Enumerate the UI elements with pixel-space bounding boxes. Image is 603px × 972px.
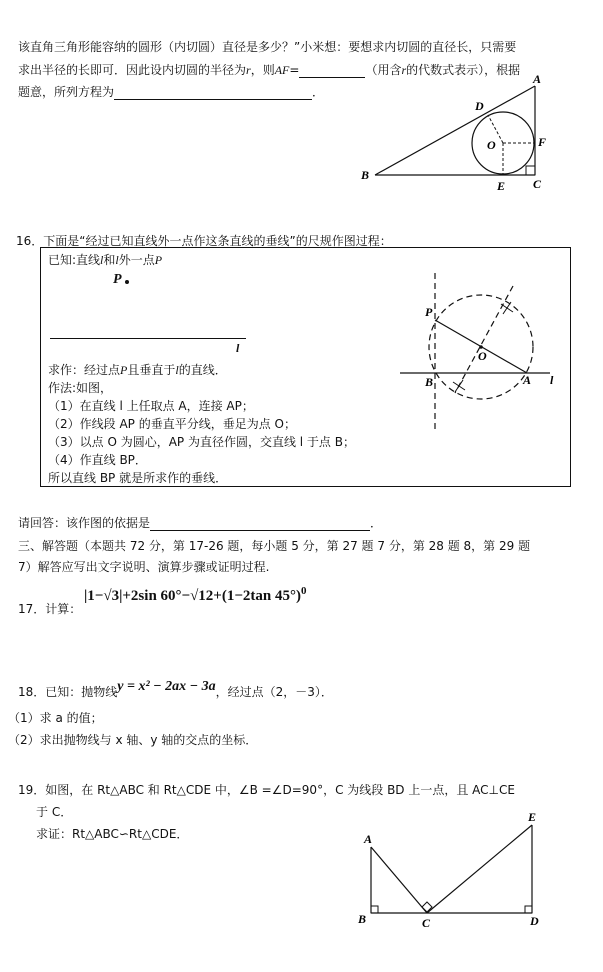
q18-equation: y = x² − 2ax − 3a bbox=[117, 679, 216, 694]
label-c: C bbox=[533, 177, 542, 191]
label-p: P bbox=[425, 305, 433, 319]
q16-title: 16．下面是“经过已知直线外一点作这条直线的垂线”的尺规作图过程： bbox=[16, 234, 392, 248]
q19-triangles-figure bbox=[352, 805, 552, 940]
q18-stem bbox=[18, 679, 333, 701]
segment-ac bbox=[371, 847, 427, 913]
q15-line3-b: ． bbox=[312, 85, 325, 99]
q16-find-p: P bbox=[120, 363, 128, 377]
q16-find-b: 且垂直于 bbox=[127, 363, 176, 377]
q15-var-r2: r bbox=[401, 63, 407, 77]
q15-answer-blank-2[interactable] bbox=[114, 87, 312, 100]
label-d: D bbox=[475, 99, 484, 113]
q16-known-l: l bbox=[100, 253, 104, 267]
q19-line1: 19．如图，在 Rt△ABC 和 Rt△CDE 中，∠B =∠D=90°，C 为线段 BD 上一点，且 AC⊥CE bbox=[18, 783, 515, 797]
q16-basis-b: ． bbox=[370, 516, 383, 530]
q16-step1: （1）在直线 l 上任取点 A，连接 AP； bbox=[48, 399, 254, 413]
q15-line2-c: = bbox=[289, 63, 300, 77]
q17-expression-main: |1−√3|+2sin 60°−√12+(1−2tan 45°) bbox=[84, 588, 301, 604]
q18-part2: （2）求出抛物线与 x 轴、y 轴的交点的坐标． bbox=[8, 733, 258, 747]
side-ab bbox=[375, 86, 535, 175]
segment-ce bbox=[427, 825, 532, 913]
label-a: A bbox=[523, 373, 532, 387]
q15-triangle-figure bbox=[355, 68, 555, 193]
right-angle-c bbox=[526, 166, 535, 175]
q15-line3-a: 题意，所列方程为 bbox=[18, 85, 115, 99]
label-e: E bbox=[497, 179, 506, 193]
q16-known-b: 和 bbox=[103, 253, 116, 267]
q15-line2-b: ，则 bbox=[250, 63, 275, 77]
label-a: A bbox=[533, 72, 542, 86]
q15-line2-d: （用含 bbox=[365, 63, 402, 77]
q15-line2-a: 求出半径的长即可．因此设内切圆的半径为 bbox=[18, 63, 247, 77]
q16-known-p: P bbox=[154, 253, 163, 267]
q15-line2-f: 的代数式表示），根据 bbox=[406, 63, 521, 77]
label-a: A bbox=[364, 832, 373, 846]
label-f: F bbox=[538, 135, 547, 149]
q18-after: ，经过点（2，－3）． bbox=[215, 685, 333, 699]
q16-point-p-dot bbox=[125, 280, 129, 284]
q18-part1: （1）求 a 的值； bbox=[8, 711, 103, 725]
q15-line1: 该直角三角形能容纳的圆形（内切圆）直径是多少？”小米想：要想求内切圆的直径长，只需要 bbox=[18, 40, 517, 54]
q15-line3 bbox=[18, 83, 324, 100]
q17-label: 17．计算： bbox=[18, 602, 82, 616]
label-e: E bbox=[528, 810, 537, 824]
label-c: C bbox=[422, 916, 431, 930]
q17-expression-exponent: 0 bbox=[300, 585, 307, 597]
q16-basis-a: 请回答：该作图的依据是 bbox=[18, 516, 151, 530]
q19-line3: 求证：Rt△ABC∽Rt△CDE． bbox=[36, 827, 189, 841]
q16-conclusion: 所以直线 BP 就是所求作的垂线． bbox=[48, 471, 228, 485]
label-o: O bbox=[478, 349, 487, 363]
label-b: B bbox=[425, 375, 434, 389]
q16-given-line-l-label: l bbox=[236, 341, 240, 355]
arc-mark-bottom bbox=[453, 380, 465, 392]
label-b: B bbox=[358, 912, 367, 926]
q16-known bbox=[48, 251, 162, 268]
section3-line1: 三、解答题（本题共 72 分，第 17-26 题，每小题 5 分，第 27 题 7 分，第 28 题 8，第 29 题 bbox=[18, 539, 531, 553]
q16-step3: （3）以点 O 为圆心，AP 为直径作圆，交直线 l 于点 B； bbox=[48, 435, 355, 449]
right-angle-b bbox=[371, 906, 378, 913]
q17-expression bbox=[84, 585, 306, 605]
q16-known-l2: l bbox=[115, 253, 119, 267]
q16-known-c: 外一点 bbox=[118, 253, 155, 267]
label-d: D bbox=[530, 914, 539, 928]
right-angle-d bbox=[525, 906, 532, 913]
q16-find-a: 求作：经过点 bbox=[48, 363, 121, 377]
perpendicular-bisector bbox=[455, 286, 513, 393]
q16-find bbox=[48, 361, 227, 378]
q16-step2: （2）作线段 AP 的垂直平分线，垂足为点 O； bbox=[48, 417, 296, 431]
q15-af: AF bbox=[274, 63, 290, 77]
q16-basis-blank[interactable] bbox=[150, 518, 370, 531]
q16-point-p-label: P bbox=[113, 272, 122, 287]
q16-given-line-l bbox=[50, 338, 246, 339]
section3-line2: 7）解答应写出文字说明、演算步骤或证明过程. bbox=[18, 560, 270, 574]
label-o: O bbox=[487, 138, 496, 152]
q16-step4: （4）作直线 BP． bbox=[48, 453, 147, 467]
q18-label: 18．已知：抛物线 bbox=[18, 685, 118, 699]
q16-find-c: 的直线． bbox=[178, 363, 227, 377]
q16-basis bbox=[18, 514, 382, 531]
q19-line2: 于 C． bbox=[36, 805, 73, 819]
q16-find-l: l bbox=[175, 363, 179, 377]
q16-construction-figure bbox=[395, 268, 565, 438]
label-l: l bbox=[550, 373, 554, 387]
q15-var-r: r bbox=[246, 63, 251, 77]
label-b: B bbox=[361, 168, 370, 182]
q16-method: 作法:如图， bbox=[48, 381, 113, 395]
q16-known-a: 已知:直线 bbox=[48, 253, 101, 267]
